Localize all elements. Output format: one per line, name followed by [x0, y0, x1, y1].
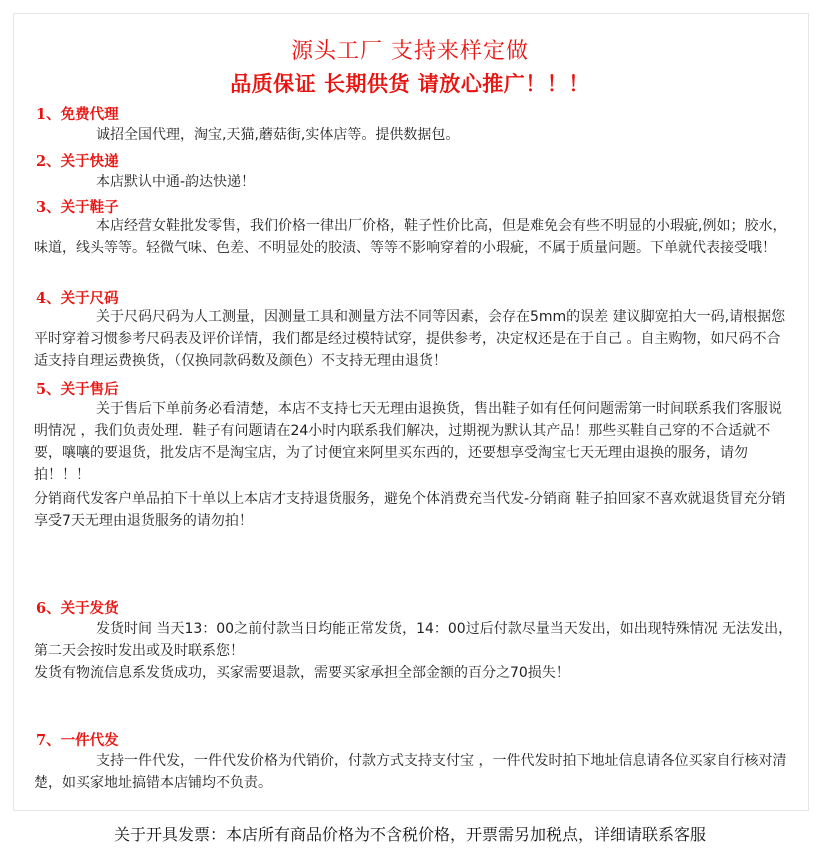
- section-text-aftersales: 关于售后下单前务必看清楚，本店不支持七天无理由退换货，售出鞋子如有任何问题需第一时间联系我们客服说明情况 ，我们负责处理．鞋子有问题请在24小时内联系我们解决，过期视为默认其产品！那些买鞋自己穿的不合适就不要，嚷嚷的要退货，批发店不是淘宝店，为了讨便宜来阿里买东西的，还要想享受淘宝七天无理由退换的服务，请勿拍！！！: [34, 401, 782, 483]
- headline-quality: 品质保证 长期供货 请放心推广！！！: [230, 71, 590, 96]
- section-title-shoes: 3、关于鞋子: [36, 199, 119, 216]
- headline-factory: 源头工厂 支持来样定做: [291, 39, 529, 64]
- section-title-size: 4、关于尺码: [36, 290, 119, 307]
- section-title-shipping: 6、关于发货: [36, 600, 119, 617]
- section-title-dropship: 7、一件代发: [36, 732, 119, 749]
- section-text-delivery: 本店默认中通-韵达快递！: [96, 174, 256, 190]
- section-text-agency: 诚招全国代理，淘宝,天猫,蘑菇街,实体店等。提供数据包。: [96, 127, 460, 143]
- section-text-shoes: 本店经营女鞋批发零售，我们价格一律出厂价格，鞋子性价比高，但是难免会有些不明显的小瑕疵,例如；胶水，味道，线头等等。轻微气味、色差、不明显处的胶渍、等等不影响穿着的小瑕疵，不属于质量问题。下单就代表接受哦！: [34, 218, 787, 256]
- section-text-shipping-time: 发货时间 当天13：00之前付款当日均能正常发货，14：00过后付款尽量当天发出，如出现特殊情况 无法发出，第二天会按时发出或及时联系您！: [34, 621, 793, 659]
- section-text-shipping-refund: 发货有物流信息系发货成功，买家需要退款，需要买家承担全部金额的百分之70损失！: [34, 665, 570, 681]
- section-title-delivery: 2、关于快递: [36, 153, 119, 170]
- section-text-size: 关于尺码尺码为人工测量，因测量工具和测量方法不同等因素，会存在5mm的误差 建议脚宽拍大一码,请根据您平时穿着习惯参考尺码表及评价详情，我们都是经过模特试穿，提供参考，决定权还是在于自己 。自主购物，如尺码不合适支持自理运费换货，（仅换同款码数及颜色）不支持无理由退货！: [34, 309, 786, 369]
- section-title-aftersales: 5、关于售后: [36, 381, 119, 398]
- invoice-notice: 关于开具发票：本店所有商品价格为不含税价格，开票需另加税点，详细请联系客服: [113, 825, 706, 844]
- section-title-agency: 1、免费代理: [36, 106, 119, 123]
- section-text-distributor: 分销商代发客户单品拍下十单以上本店才支持退货服务，避免个体消费充当代发-分销商 鞋子拍回家不喜欢就退货冒充分销享受7天无理由退货服务的请勿拍！: [34, 491, 786, 529]
- section-text-dropship: 支持一件代发，一件代发价格为代销价，付款方式支持支付宝 ，一件代发时拍下地址信息请各位买家自行核对清楚，如买家地址搞错本店铺均不负责。: [34, 753, 787, 791]
